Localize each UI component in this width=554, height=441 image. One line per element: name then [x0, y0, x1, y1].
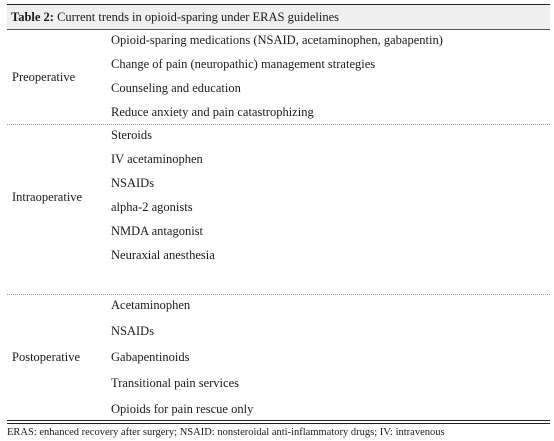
- list-item: NSAIDs: [111, 176, 155, 190]
- list-item: Neuraxial anesthesia: [111, 248, 215, 262]
- section-preoperative: [7, 30, 550, 124]
- preoperative-items: [111, 30, 550, 119]
- list-item: Counseling and education: [111, 81, 241, 95]
- list-item: alpha-2 agonists: [111, 200, 193, 214]
- list-item: Gabapentinoids: [111, 350, 190, 364]
- phase-label-postoperative: Postoperative: [12, 350, 81, 364]
- postoperative-items: [111, 295, 550, 416]
- list-item: Change of pain (neuropathic) management strategies: [111, 57, 376, 71]
- section-intraoperative: [7, 124, 550, 294]
- list-item: IV acetaminophen: [111, 152, 203, 166]
- list-item: Steroids: [111, 128, 152, 142]
- list-item: Opioids for pain rescue only: [111, 402, 254, 416]
- list-item: Acetaminophen: [111, 298, 191, 312]
- list-item: NSAIDs: [111, 324, 155, 338]
- table-bottom-rule: [7, 420, 550, 424]
- phase-label-intraoperative: Intraoperative: [12, 190, 83, 204]
- opioid-sparing-table: [7, 4, 550, 439]
- table-caption-text: Current trends in opioid-sparing under ERAS guidelines: [53, 10, 339, 24]
- table-footnote: ERAS: enhanced recovery after surgery; NSAID: nonsteroidal anti-inflammatory drugs; IV: intravenous: [7, 427, 445, 438]
- list-item: Opioid-sparing medications (NSAID, acetaminophen, gabapentin): [111, 33, 443, 47]
- table-caption: [7, 4, 550, 30]
- list-item: NMDA antagonist: [111, 224, 204, 238]
- intraoperative-items: [111, 125, 550, 262]
- phase-label-preoperative: Preoperative: [12, 69, 76, 84]
- list-item: Transitional pain services: [111, 376, 239, 390]
- list-item: Reduce anxiety and pain catastrophizing: [111, 105, 314, 119]
- section-postoperative: [7, 294, 550, 420]
- table-caption-label: Table 2:: [11, 10, 54, 24]
